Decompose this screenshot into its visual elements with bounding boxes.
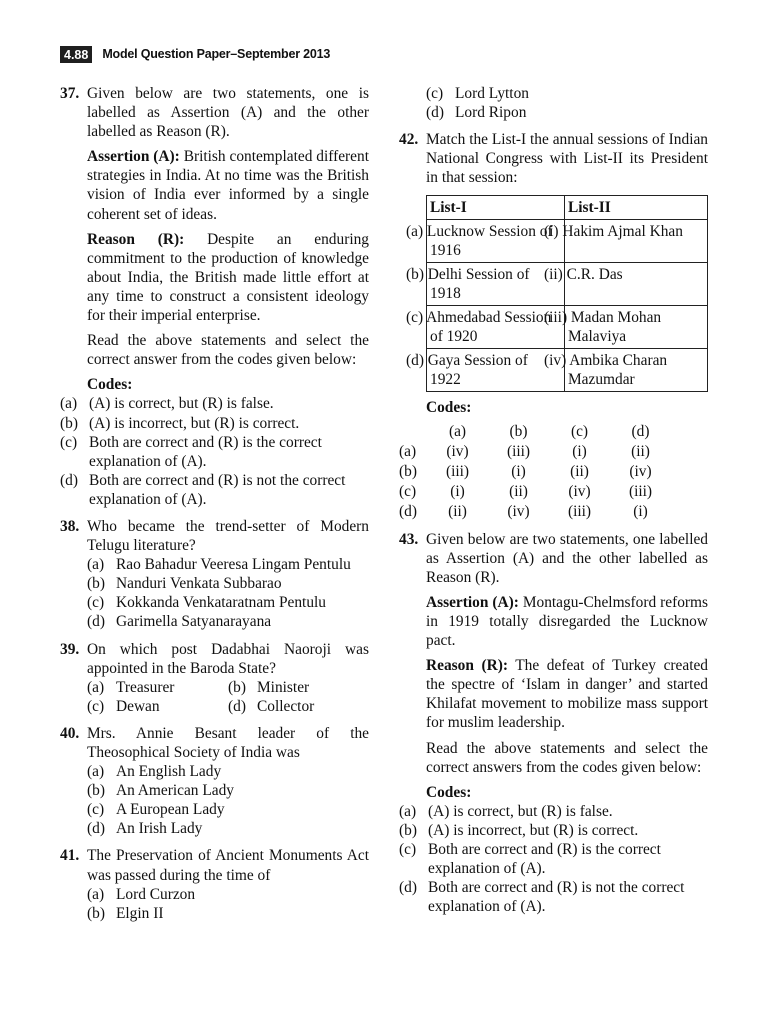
option-c[interactable] <box>60 433 369 471</box>
code-cell: (ii) <box>448 502 467 520</box>
option-a[interactable] <box>87 762 369 781</box>
code-option-a[interactable] <box>399 442 708 462</box>
option-letter: (b) <box>228 678 246 696</box>
option-letter: (c) <box>426 85 444 102</box>
assertion <box>87 147 369 223</box>
question-42 <box>399 130 708 521</box>
option-letter: (a) <box>60 395 78 413</box>
assertion <box>426 593 708 650</box>
option-letter: (d) <box>426 104 444 122</box>
option-letter: (a) <box>399 802 417 820</box>
code-cell: (i) <box>450 482 465 500</box>
assertion-label: Assertion (A): <box>87 148 180 166</box>
reason <box>87 230 369 325</box>
code-cell: (iv) <box>568 482 591 500</box>
option-text: Rao Bahadur Veeresa Lingam Pentulu <box>116 556 351 574</box>
code-option-letter: (a) <box>399 442 417 460</box>
option-text: Both are correct and (R) is the correct explanation of (A). <box>89 433 322 470</box>
assertion-text: British contemplated different strategies in India. At no time was the British vision of India ever informed by a single coherent set of ideas. <box>87 148 369 223</box>
code-cell: (ii) <box>631 442 650 460</box>
option-text: Nanduri Venkata Subbarao <box>116 575 282 593</box>
option-letter: (d) <box>60 471 78 489</box>
code-option-b[interactable] <box>399 462 708 482</box>
option-d[interactable] <box>60 471 369 509</box>
option-text: Kokkanda Venkataratnam Pentulu <box>116 594 326 612</box>
option-letter: (d) <box>228 697 246 715</box>
match-table <box>406 195 708 392</box>
question-number: 37. <box>60 85 80 102</box>
option-c[interactable] <box>87 800 369 819</box>
option-d[interactable] <box>399 878 708 916</box>
list2-item: (ii) C.R. Das <box>565 263 708 306</box>
code-col-header: (c) <box>570 422 589 440</box>
table-row <box>427 263 708 306</box>
option-text: Collector <box>257 697 315 715</box>
reason <box>426 656 708 732</box>
option-text: (A) is incorrect, but (R) is correct. <box>428 821 639 839</box>
question-number: 41. <box>60 847 80 865</box>
question-number: 39. <box>60 640 80 658</box>
option-text: Treasurer <box>116 678 175 696</box>
code-cell: (iii) <box>628 482 653 500</box>
option-letter: (a) <box>87 763 105 781</box>
question-number: 42. <box>399 131 419 149</box>
option-text: Lord Lytton <box>455 85 529 102</box>
question-text: Mrs. Annie Besant leader of the Theosophical Society of India was <box>87 724 369 761</box>
table-row <box>427 349 708 392</box>
option-b[interactable] <box>87 574 369 593</box>
question-text: The Preservation of Ancient Monuments Act was passed during the time of <box>87 847 369 884</box>
option-text: Elgin II <box>116 904 164 922</box>
option-c[interactable] <box>87 593 369 612</box>
code-cell: (iv) <box>629 462 652 480</box>
option-a[interactable] <box>87 885 369 904</box>
code-col-header: (d) <box>631 422 650 440</box>
option-b[interactable] <box>60 414 369 433</box>
option-d[interactable] <box>426 103 708 122</box>
option-text: (A) is incorrect, but (R) is correct. <box>89 414 300 432</box>
option-text: Minister <box>257 678 310 696</box>
header-title: Model Question Paper–September 2013 <box>102 47 331 61</box>
right-column <box>399 84 708 924</box>
list1-item: (c) Ahmedabad Session of 1920 <box>427 306 565 349</box>
option-text: An American Lady <box>116 782 234 800</box>
list1-item: (a) Lucknow Session of 1916 <box>427 220 565 263</box>
code-option-letter: (b) <box>399 462 417 480</box>
question-number: 38. <box>60 517 80 535</box>
option-letter: (b) <box>87 904 105 922</box>
option-letter: (c) <box>399 840 417 858</box>
option-letter: (b) <box>399 821 417 839</box>
code-cell: (iii) <box>445 462 470 480</box>
option-text: (A) is correct, but (R) is false. <box>89 395 274 413</box>
code-col-header: (b) <box>509 422 528 440</box>
question-text: Given below are two statements, one is labelled as Assertion (A) and the other labelled as Reason (R). <box>87 85 369 141</box>
option-text: An Irish Lady <box>116 820 203 838</box>
code-cell: (iii) <box>567 502 592 520</box>
option-d[interactable] <box>228 697 369 716</box>
code-cell: (i) <box>633 502 648 520</box>
code-col-header: (a) <box>448 422 467 440</box>
code-option-c[interactable] <box>399 482 708 502</box>
page-number: 4.88 <box>60 46 92 63</box>
code-cell: (ii) <box>570 462 589 480</box>
reason-text: Despite an enduring commitment to the production of knowledge about India, the British made little effort at any time to construct a consistent ideology for their imperial enterprise. <box>87 230 369 325</box>
option-text: An English Lady <box>116 763 222 781</box>
option-text: Lord Ripon <box>455 104 527 122</box>
option-letter: (b) <box>87 575 105 593</box>
option-letter: (c) <box>87 594 105 612</box>
reason-label: Reason (R): <box>87 230 185 248</box>
table-row <box>427 306 708 349</box>
list2-header: List-II <box>565 196 708 220</box>
option-text: Both are correct and (R) is not the correct explanation of (A). <box>89 471 346 508</box>
assertion-text: Montagu-Chelmsford reforms in 1919 totally disregarded the Lucknow pact. <box>426 593 708 650</box>
option-a[interactable] <box>87 555 369 574</box>
code-cell: (iv) <box>507 502 530 520</box>
list1-item: (b) Delhi Session of 1918 <box>427 263 565 306</box>
option-c[interactable] <box>426 84 708 103</box>
option-b[interactable] <box>87 781 369 800</box>
option-letter: (a) <box>87 678 105 696</box>
code-cell: (ii) <box>509 482 528 500</box>
codes-label: Codes: <box>426 783 472 801</box>
option-letter: (c) <box>87 697 105 715</box>
codes-label: Codes: <box>426 399 472 417</box>
code-option-letter: (c) <box>399 482 417 500</box>
option-text: Dewan <box>116 697 160 715</box>
option-letter: (d) <box>399 879 417 897</box>
code-option-letter: (d) <box>399 502 417 520</box>
codes-table <box>399 422 708 522</box>
code-cell: (i) <box>572 442 587 460</box>
option-letter: (c) <box>87 801 105 819</box>
option-b[interactable] <box>228 678 369 697</box>
page-header <box>60 45 330 63</box>
option-c[interactable] <box>399 840 708 878</box>
option-letter: (a) <box>87 556 105 574</box>
option-text: Lord Curzon <box>116 885 196 903</box>
question-37 <box>60 84 369 509</box>
question-text: Given below are two statements, one labelled as Assertion (A) and the other labelled as Reason (R). <box>426 530 708 586</box>
option-letter: (c) <box>60 433 78 451</box>
option-text: (A) is correct, but (R) is false. <box>428 802 613 820</box>
code-cell: (iv) <box>446 442 469 460</box>
option-letter: (a) <box>87 885 105 903</box>
option-letter: (d) <box>87 820 105 838</box>
option-d[interactable] <box>87 612 369 631</box>
question-41 <box>60 846 369 922</box>
option-b[interactable] <box>87 904 369 923</box>
reason-label: Reason (R): <box>426 657 508 675</box>
question-38 <box>60 517 369 632</box>
list2-item: (iii) Madan Mohan Malaviya <box>565 306 708 349</box>
question-text: On which post Dadabhai Naoroji was appointed in the Baroda State? <box>87 640 369 677</box>
codes-header-row <box>399 422 708 442</box>
instruction: Read the above statements and select the correct answer from the codes given below: <box>87 332 369 369</box>
option-text: A European Lady <box>116 801 225 819</box>
option-text: Garimella Satyanarayana <box>116 613 272 631</box>
option-letter: (d) <box>87 613 105 631</box>
option-c[interactable] <box>87 697 228 716</box>
list2-item: (iv) Ambika Charan Mazumdar <box>565 349 708 392</box>
option-a[interactable] <box>60 394 369 413</box>
question-43 <box>399 530 708 917</box>
code-option-d[interactable] <box>399 502 708 522</box>
list1-header: List-I <box>427 196 565 220</box>
code-cell: (i) <box>511 462 526 480</box>
list1-item: (d) Gaya Session of 1922 <box>427 349 565 392</box>
question-text: Match the List-I the annual sessions of Indian National Congress with List-II its President in that session: <box>426 131 708 187</box>
option-b[interactable] <box>399 821 708 840</box>
question-41-continued <box>399 84 708 122</box>
question-text: Who became the trend-setter of Modern Telugu literature? <box>87 517 369 555</box>
table-header-row <box>427 196 708 220</box>
question-39 <box>60 640 369 716</box>
option-letter: (b) <box>87 782 105 800</box>
option-d[interactable] <box>87 819 369 838</box>
option-letter: (b) <box>60 414 78 432</box>
table-row <box>427 220 708 263</box>
option-a[interactable] <box>399 802 708 821</box>
option-text: Both are correct and (R) is not the correct explanation of (A). <box>428 879 685 916</box>
code-cell: (iii) <box>506 442 531 460</box>
assertion-label: Assertion (A): <box>426 593 519 611</box>
question-number: 40. <box>60 724 80 742</box>
question-number: 43. <box>399 530 419 548</box>
reason-text: The defeat of Turkey created the spectre of ‘Islam in danger’ and started Khilafat movement to mobilize mass support for muslim leadership. <box>426 657 708 732</box>
list2-item: (i) Hakim Ajmal Khan <box>565 220 708 263</box>
codes-label: Codes: <box>87 376 133 394</box>
option-text: Both are correct and (R) is the correct explanation of (A). <box>428 840 661 878</box>
question-40 <box>60 724 369 839</box>
option-a[interactable] <box>87 678 228 697</box>
instruction: Read the above statements and select the correct answers from the codes given below: <box>426 739 708 776</box>
left-column <box>60 84 369 931</box>
